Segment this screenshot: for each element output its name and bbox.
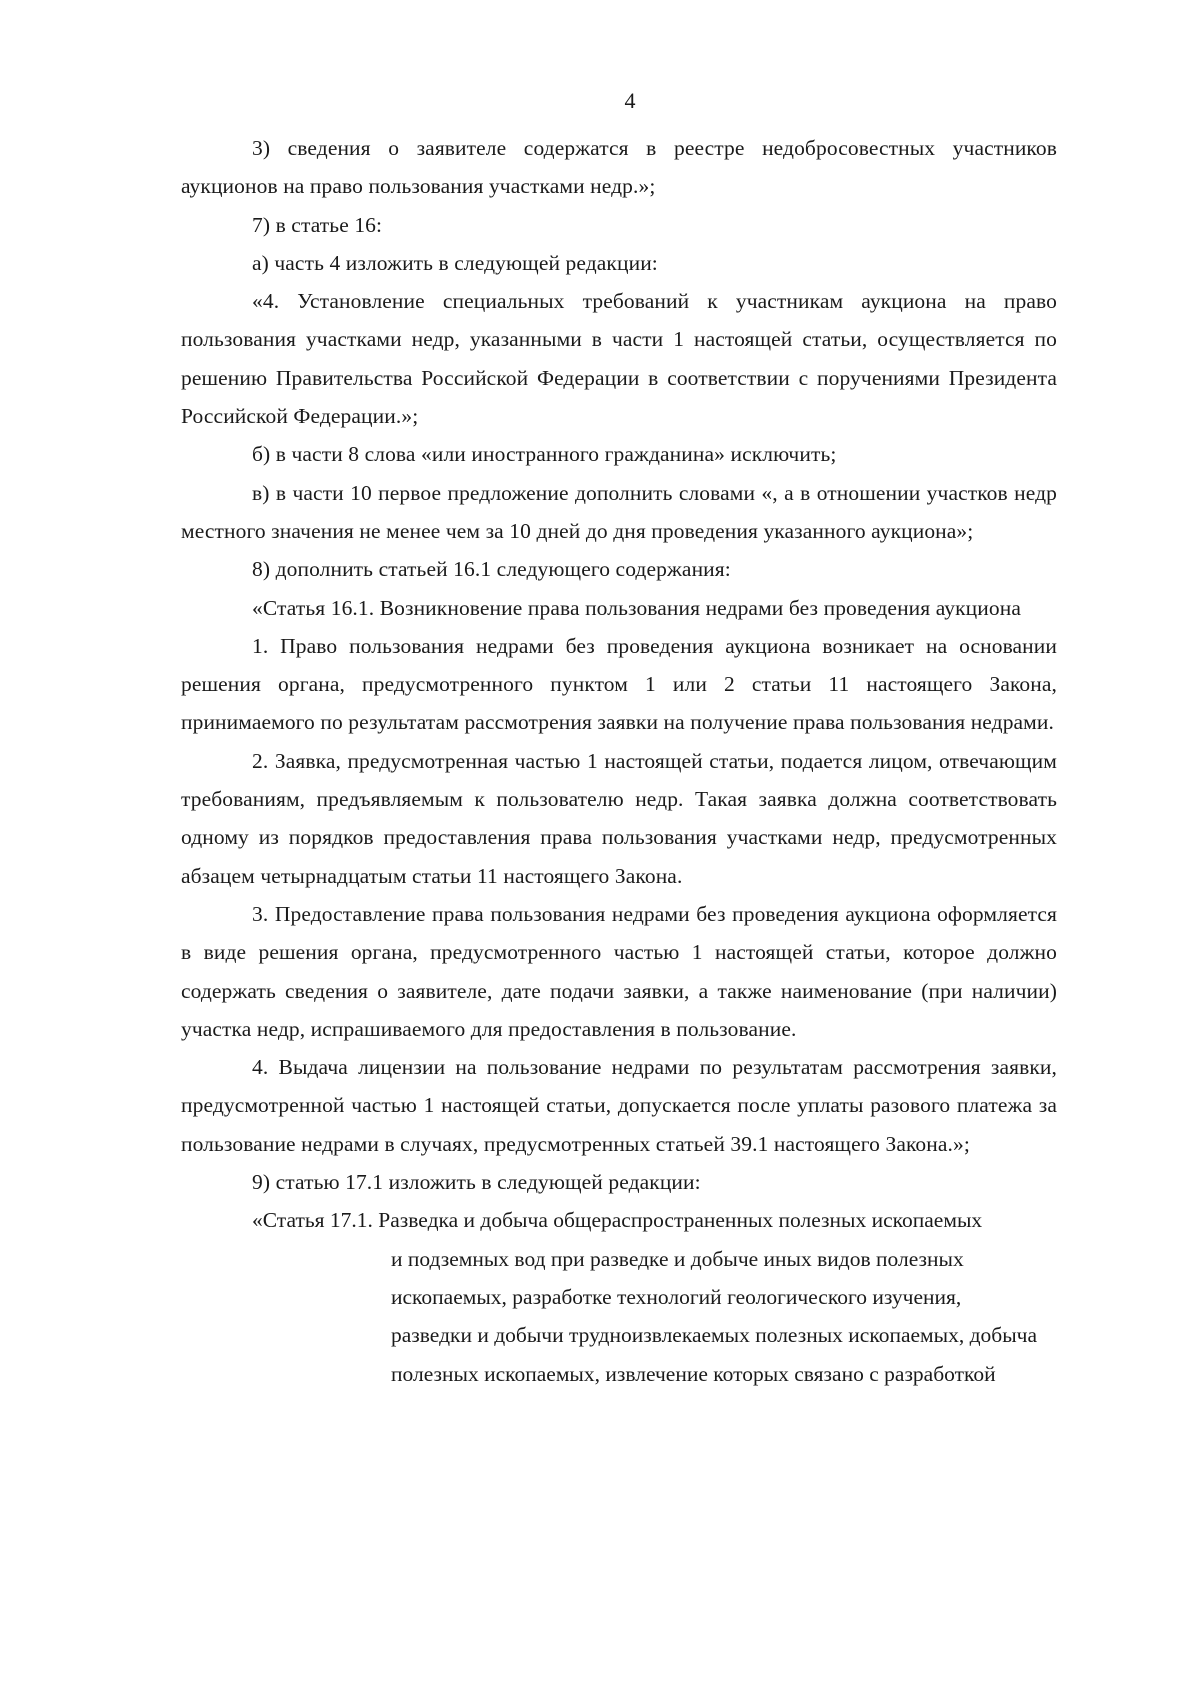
document-body	[181, 129, 1057, 1393]
article-17-1-heading	[181, 1201, 1057, 1392]
paragraph-part-4-text: «4. Установление специальных требований к участникам аукциона на право пользования участками недр, указанными в части 1 настоящей статьи, осуществляется по решению Правительства Российской Федерации в соответствии с поручениями Президента Российской Федерации.»;	[181, 289, 1057, 429]
article-16-1-part-3: 3. Предоставление права пользования недрами без проведения аукциона оформляется в виде решения органа, предусмотренного частью 1 настоящей статьи, которое должно содержать сведения о заявителе, дате подачи заявки, а также наименование (при наличии) участка недр, испрашиваемого для предоставления в пользование.	[181, 901, 1057, 1041]
article-16-1-part-2: 2. Заявка, предусмотренная частью 1 настоящей статьи, подается лицом, отвечающим требованиям, предъявляемым к пользователю недр. Такая заявка должна соответствовать одному из порядков предоставления права пользования участками недр, предусмотренных абзацем четырнадцатым статьи 11 настоящего Закона.	[181, 748, 1057, 888]
paragraph-clause-3: 3) сведения о заявителе содержатся в реестре недобросовестных участников аукционов на право пользования участками недр.»;	[181, 136, 1057, 199]
paragraph-subitem-a: а) часть 4 изложить в следующей редакции:	[252, 250, 658, 275]
article-16-1-part-4: 4. Выдача лицензии на пользование недрами по результатам рассмотрения заявки, предусмотренной частью 1 настоящей статьи, допускается после уплаты разового платежа за пользование недрами в случаях, предусмотренных статьей 39.1 настоящего Закона.»;	[181, 1055, 1057, 1156]
heading-line: разведки и добычи трудноизвлекаемых полезных ископаемых, добыча	[391, 1323, 1038, 1348]
article-16-1-part-1: 1. Право пользования недрами без проведения аукциона возникает на основании решения органа, предусмотренного пунктом 1 или 2 статьи 11 настоящего Закона, принимаемого по результатам рассмотрения заявки на получение права пользования недрами.	[181, 633, 1057, 735]
paragraph-item-8: 8) дополнить статьей 16.1 следующего содержания:	[252, 557, 731, 582]
paragraph-item-9: 9) статью 17.1 изложить в следующей редакции:	[252, 1170, 701, 1195]
article-17-1-heading-continuation	[181, 1240, 1057, 1393]
page-number: 4	[624, 88, 636, 113]
article-17-1-heading-first-line: «Статья 17.1. Разведка и добыча общераспространенных полезных ископаемых	[252, 1208, 983, 1233]
article-16-1-heading: «Статья 16.1. Возникновение права пользования недрами без проведения аукциона	[252, 595, 1021, 620]
paragraph-subitem-b: б) в части 8 слова «или иностранного гражданина» исключить;	[252, 442, 837, 467]
heading-line: ископаемых, разработке технологий геологического изучения,	[391, 1284, 962, 1309]
paragraph-item-7: 7) в статье 16:	[252, 212, 383, 237]
paragraph-subitem-v: в) в части 10 первое предложение дополнить словами «, а в отношении участков недр местного значения не менее чем за 10 дней до дня проведения указанного аукциона»;	[181, 480, 1057, 543]
heading-line: полезных ископаемых, извлечение которых связано с разработкой	[391, 1361, 996, 1386]
heading-line: и подземных вод при разведке и добыче иных видов полезных	[391, 1246, 964, 1271]
